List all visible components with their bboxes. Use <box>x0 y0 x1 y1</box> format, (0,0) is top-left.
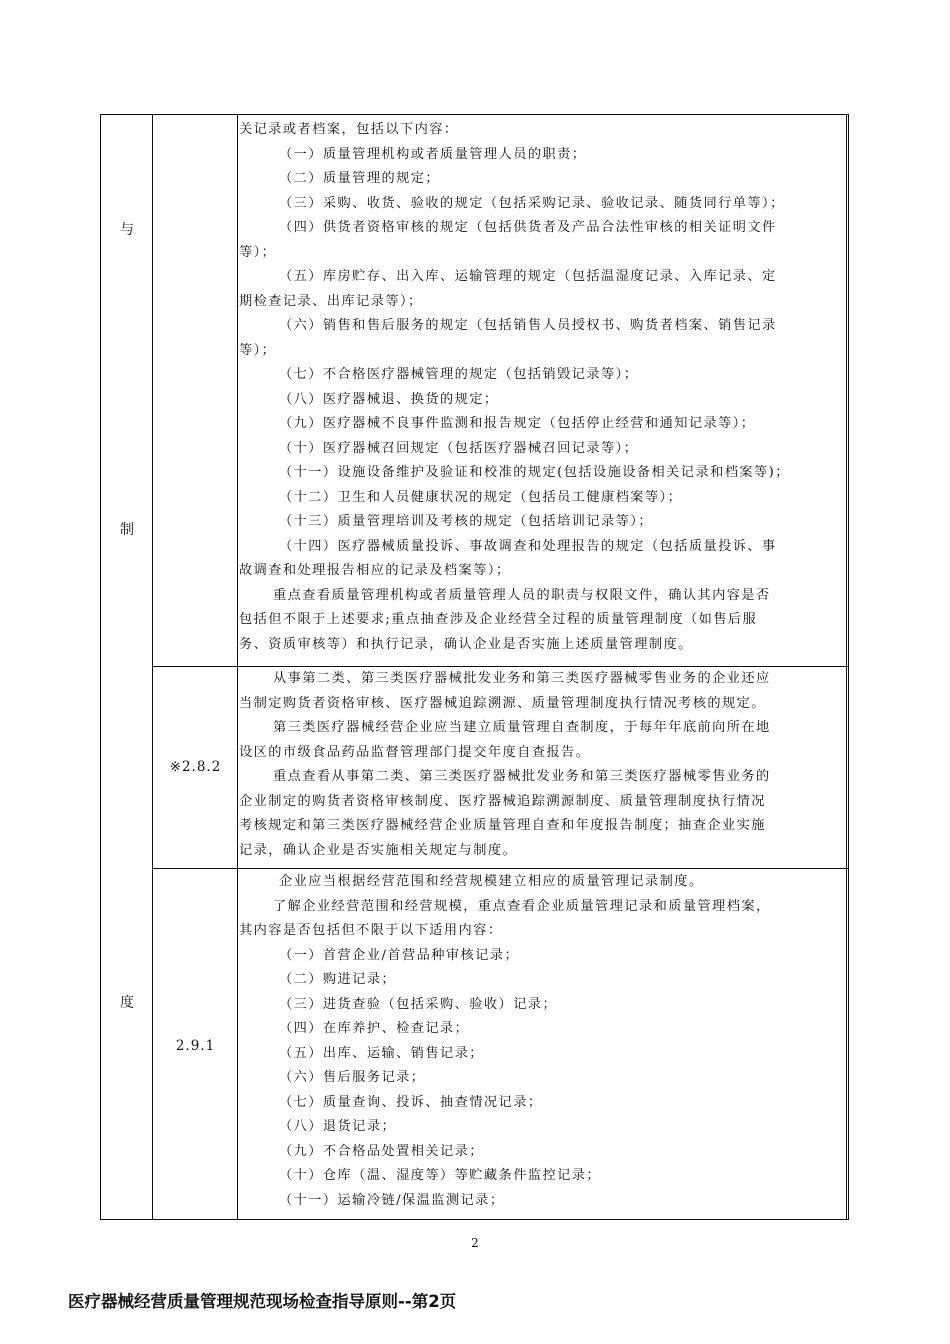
content-line: 关记录或者档案，包括以下内容： <box>239 122 459 137</box>
page-number: 2 <box>471 1236 479 1250</box>
content-line: （十）医疗器械召回规定（包括医疗器械召回记录等）； <box>279 440 639 456</box>
content-line: （二）购进记录； <box>279 972 397 987</box>
content-line: （十一）设施设备维护及验证和校准的规定(包括设施设备相关记录和档案等)； <box>279 465 790 480</box>
content-line: 其内容是否包括但不限于以下适用内容： <box>239 923 503 938</box>
section-code-2-9-1: 2.9.1 <box>175 1038 216 1054</box>
content-line: 务、资质审核等）和执行记录，确认企业是否实施上述质量管理制度。 <box>239 636 693 652</box>
section-content-2-8-2 <box>239 667 847 863</box>
content-line: （九）不合格品处置相关记录； <box>279 1143 484 1159</box>
content-line: 包括但不限于上述要求;重点抽查涉及企业经营全过程的质量管理制度（如售后服 <box>239 612 758 627</box>
content-line: （十四）医疗器械质量投诉、事故调查和处理报告的规定（包括质量投诉、事 <box>279 538 777 554</box>
content-line: 考核规定和第三类医疗器械经营企业质量管理自查和年度报告制度；抽查企业实施 <box>239 818 766 833</box>
content-line: 期检查记录、出库记录等）； <box>239 293 423 309</box>
content-line: （十）仓库（温、湿度等）等贮藏条件监控记录； <box>279 1168 602 1183</box>
content-line: （三）进货查验（包括采购、验收）记录； <box>279 996 558 1012</box>
content-line: （四）在库养护、检查记录； <box>279 1021 470 1036</box>
content-line: 第三类医疗器械经营企业应当建立质量管理自查制度，于每年年底前向所在地 <box>273 720 771 735</box>
content-line: 设区的市级食品药品监督管理部门提交年度自查报告。 <box>239 744 591 760</box>
content-line: 重点查看质量管理机构或者质量管理人员的职责与权限文件，确认其内容是否 <box>273 587 771 603</box>
section-content-continued <box>239 118 847 657</box>
column-divider-category <box>152 114 153 1220</box>
content-line: 企业应当根据经营范围和经营规模建立相应的质量管理记录制度。 <box>279 874 704 889</box>
column-divider-code <box>237 114 238 1220</box>
category-char-3: 度 <box>120 995 134 1011</box>
content-line: 了解企业经营范围和经营规模，重点查看企业质量管理记录和质量管理档案， <box>273 898 771 914</box>
content-line: （十一）运输冷链/保温监测记录； <box>279 1192 505 1208</box>
content-line: （一）质量管理机构或者质量管理人员的职责； <box>279 146 587 162</box>
content-line: 记录，确认企业是否实施相关规定与制度。 <box>239 842 518 858</box>
row-divider-2 <box>152 868 848 869</box>
content-line: （七）不合格医疗器械管理的规定（包括销毁记录等）； <box>279 367 639 382</box>
content-line: 重点查看从事第二类、第三类医疗器械批发业务和第三类医疗器械零售业务的 <box>273 769 771 784</box>
content-line: （六）销售和售后服务的规定（包括销售人员授权书、购货者档案、销售记录 <box>279 318 777 333</box>
content-line: （八）医疗器械退、换货的规定； <box>279 391 499 407</box>
content-line: 等）； <box>239 342 277 358</box>
category-char-1: 与 <box>120 222 134 238</box>
content-line: （九）医疗器械不良事件监测和报告规定（包括停止经营和通知记录等）； <box>279 416 756 431</box>
content-line: 从事第二类、第三类医疗器械批发业务和第三类医疗器械零售业务的企业还应 <box>273 671 771 686</box>
section-content-2-9-1 <box>239 870 847 1213</box>
section-code-2-8-2: ※2.8.2 <box>169 759 222 775</box>
content-line: （十二）卫生和人员健康状况的规定（包括员工健康档案等）； <box>279 489 683 505</box>
content-line: 故调查和处理报告相应的记录及档案等）； <box>239 563 511 578</box>
content-line: （三）采购、收货、验收的规定（包括采购记录、验收记录、随货同行单等）； <box>279 195 785 211</box>
content-line: （五）出库、运输、销售记录； <box>279 1045 484 1061</box>
category-char-2: 制 <box>120 522 134 538</box>
content-line: （五）库房贮存、出入库、运输管理的规定（包括温湿度记录、入库记录、定 <box>279 269 777 284</box>
content-line: 等）； <box>239 244 277 260</box>
content-line: （七）质量查询、投诉、抽查情况记录； <box>279 1094 543 1110</box>
content-line: 当制定购货者资格审核、医疗器械追踪溯源、质量管理制度执行情况考核的规定。 <box>239 695 766 711</box>
content-line: （八）退货记录； <box>279 1119 397 1134</box>
content-line: （一）首营企业/首营品种审核记录； <box>279 947 520 963</box>
content-line: （二）质量管理的规定； <box>279 171 441 186</box>
content-line: （四）供货者资格审核的规定（包括供货者及产品合法性审核的相关证明文件 <box>279 220 777 235</box>
content-line: （十三）质量管理培训及考核的规定（包括培训记录等）； <box>279 514 653 529</box>
document-footer: 医疗器械经营质量管理规范现场检查指导原则--第2页 <box>68 1292 457 1311</box>
content-line: 企业制定的购货者资格审核制度、医疗器械追踪溯源制度、质量管理制度执行情况 <box>239 793 766 809</box>
content-line: （六）售后服务记录； <box>279 1070 426 1085</box>
